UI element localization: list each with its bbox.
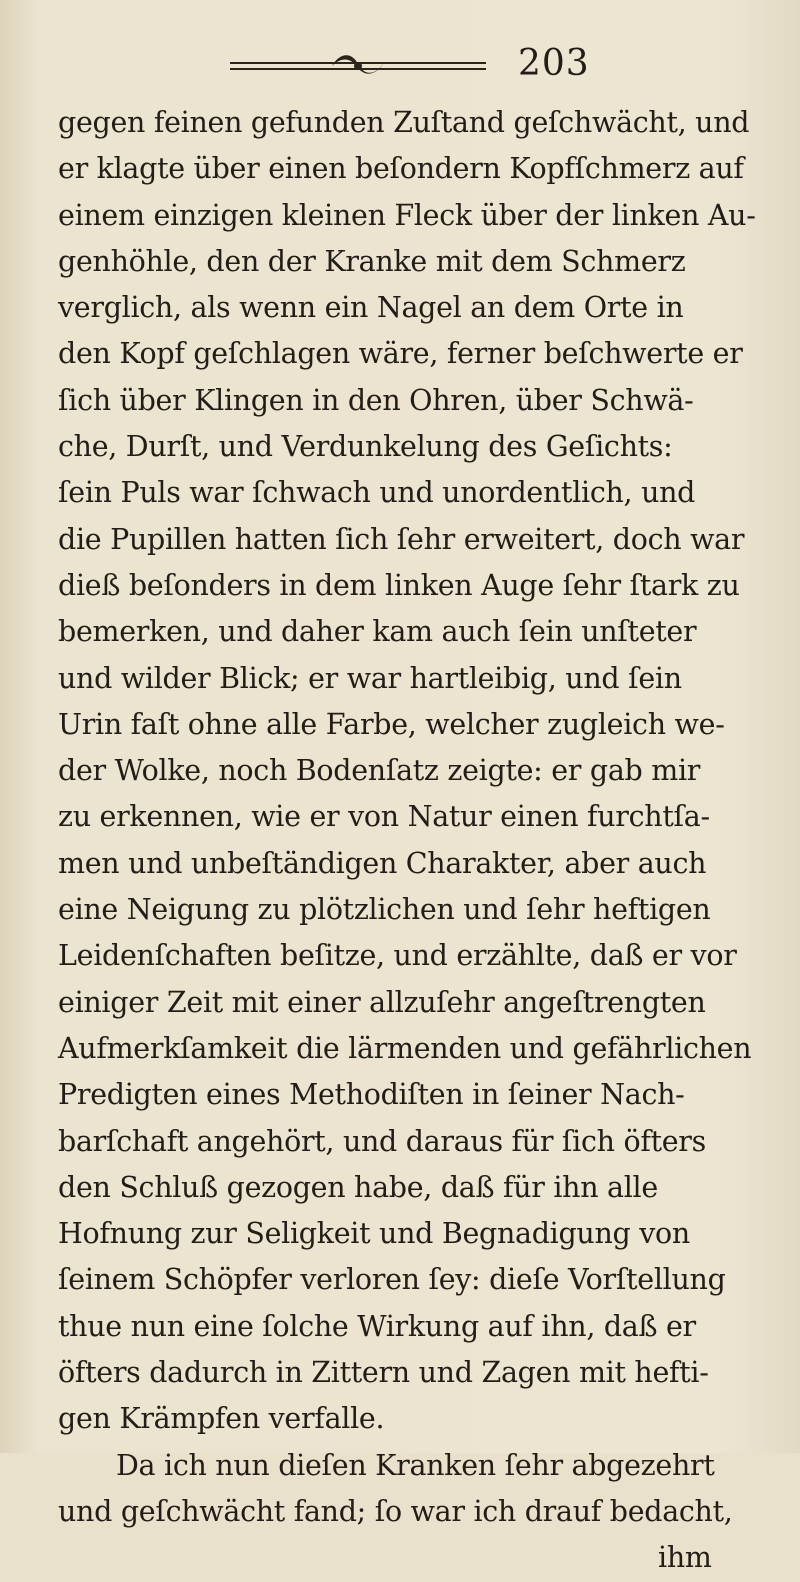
text-line: men und unbeſtändigen Charakter, aber auch <box>58 846 707 880</box>
text-line: Aufmerkſamkeit die lärmenden und gefährlichen <box>58 1031 752 1065</box>
text-line: ſich über Klingen in den Ohren, über Schwä- <box>58 383 694 417</box>
text-line: Leidenſchaften beſitze, und erzählte, daß er vor <box>58 939 737 973</box>
text-line: genhöhle, den der Kranke mit dem Schmerz <box>58 244 686 278</box>
text-line: den Kopf geſchlagen wäre, ferner beſchwerte er <box>58 337 743 371</box>
text-line: thue nun eine ſolche Wirkung auf ihn, daß er <box>58 1309 696 1343</box>
text-line: ſein Puls war ſchwach und unordentlich, und <box>58 476 696 510</box>
text-line: eine Neigung zu plötzlichen und ſehr heftigen <box>58 893 711 927</box>
text-line: den Schluß gezogen habe, daß für ihn alle <box>58 1170 658 1204</box>
text-line: Hofnung zur Seligkeit und Begnadigung von <box>58 1217 690 1251</box>
text-line: gegen feinen gefunden Zuſtand geſchwächt, und <box>58 106 750 139</box>
text-line: gen Krämpfen verfalle. <box>58 1402 385 1436</box>
text-line: öfters dadurch in Zittern und Zagen mit hefti- <box>58 1356 709 1390</box>
text-line: barſchaft angehört, und daraus für ſich öfters <box>58 1124 706 1158</box>
text-line: einiger Zeit mit einer allzuſehr angeſtrengten <box>58 985 706 1019</box>
body-text <box>58 100 758 1582</box>
text-line: verglich, als wenn ein Nagel an dem Orte in <box>58 291 684 325</box>
text-line: Predigten eines Methodiſten in ſeiner Nach- <box>58 1078 685 1112</box>
text-line: dieß beſonders in dem linken Auge ſehr ſtark zu <box>58 568 740 602</box>
text-line: der Wolke, noch Bodenſatz zeigte: er gab mir <box>58 754 701 788</box>
text-line: Da ich nun dieſen Kranken ſehr abgezehrt <box>116 1448 715 1482</box>
page-number: 203 <box>518 43 590 84</box>
text-line: ſeinem Schöpfer verloren ſey: dieſe Vorſtellung <box>58 1263 726 1297</box>
text-line: bemerken, und daher kam auch ſein unſteter <box>58 615 697 649</box>
text-line: che, Durſt, und Verdunkelung des Geſichts: <box>58 430 673 464</box>
text-line: einem einzigen kleinen Fleck über der linken Au- <box>58 198 756 232</box>
catchword: ihm <box>658 1541 712 1575</box>
text-line: Urin faſt ohne alle Farbe, welcher zugleich we- <box>58 707 725 741</box>
ornament-rule-icon <box>228 50 488 80</box>
text-line: und wilder Blick; er war hartleibig, und ſein <box>58 661 682 695</box>
text-line: er klagte über einen beſondern Kopfſchmerz auf <box>58 152 744 186</box>
text-line: zu erkennen, wie er von Natur einen furchtſa- <box>58 800 710 834</box>
text-line: und geſchwächt fand; ſo war ich drauf bedacht, <box>58 1494 733 1528</box>
text-line: die Pupillen hatten ſich ſehr erweitert, doch war <box>58 522 745 556</box>
